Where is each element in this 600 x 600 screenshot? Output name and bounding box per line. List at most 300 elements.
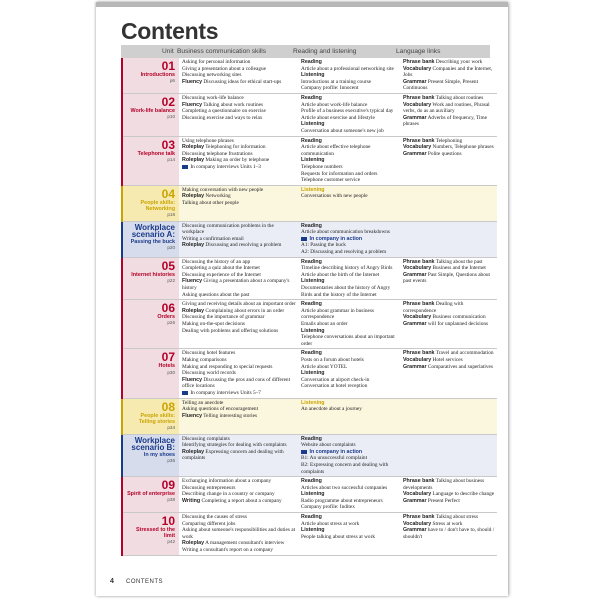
text: Company profile: Inditex [301, 504, 355, 511]
col2-line [301, 514, 398, 521]
keyword: Vocabulary [403, 520, 432, 527]
col1-line [182, 364, 296, 371]
keyword: Reading [301, 59, 322, 65]
text: Article about communication breakdowns [301, 229, 390, 236]
col2-line [301, 478, 398, 485]
keyword: Listening [301, 399, 325, 406]
keyword: Vocabulary [403, 101, 432, 108]
text: Article about effective telephone communication [301, 144, 371, 157]
text: Completing a questionnaire on exercise [182, 108, 266, 115]
col3-line [403, 59, 495, 66]
keyword: Grammar [403, 150, 427, 157]
keyword: Roleplay [182, 242, 205, 249]
unit-name: In my shoes [143, 452, 175, 459]
col1-line [182, 115, 296, 122]
col1-line [182, 314, 296, 321]
col2-line [301, 534, 398, 541]
col1-line [182, 498, 296, 505]
col2-cell [298, 93, 400, 136]
book-page [96, 2, 508, 596]
keyword: Roleplay [182, 540, 205, 547]
col1-line [182, 157, 296, 164]
text: Describing your work [434, 59, 483, 65]
col3-cell [400, 349, 497, 398]
text: Using telephone phrases [182, 137, 234, 144]
text: Making comparisons [182, 356, 227, 363]
col1-line [182, 527, 296, 540]
text: Present Perfect [426, 497, 460, 504]
keyword: Phrase bank [403, 94, 435, 101]
text: An anecdote about a journey [301, 406, 362, 413]
col2-line [301, 171, 398, 178]
col3-cell [400, 185, 497, 221]
keyword: Listening [301, 72, 325, 79]
text: Polite questions [426, 150, 462, 157]
table-row [122, 398, 497, 434]
unit-cell [122, 58, 179, 93]
col3-line [403, 527, 495, 540]
text: Business communication [431, 314, 486, 321]
keyword: Phrase bank [403, 301, 435, 308]
col1-line [182, 108, 296, 115]
col1-line [182, 95, 296, 102]
col3-cell [400, 136, 497, 185]
col2-cell [298, 513, 400, 556]
text: Business and the Internet [431, 265, 486, 272]
text: Stress at work [431, 520, 463, 527]
text: Networking [204, 193, 231, 200]
col3-line [403, 265, 495, 272]
keyword: Roleplay [182, 144, 205, 151]
unit-page: p14 [167, 156, 175, 162]
text: Article about stress at work [301, 520, 360, 527]
text: Telephoning for information [204, 144, 266, 151]
col1-line [182, 514, 296, 521]
text: Talking about work routines [202, 101, 264, 108]
text: Article about a professional networking site [301, 65, 394, 72]
unit-name: Hotels [158, 363, 175, 370]
text: Telephone customer service [301, 177, 361, 184]
text: Requests for information and orders [301, 170, 378, 177]
text: A1: Passing the buck [301, 242, 346, 249]
text: Dealing with problems and offering solutions [182, 327, 279, 334]
col2-line [301, 265, 398, 272]
unit-page: p36 [167, 458, 175, 464]
col3-line [403, 478, 495, 491]
keyword: Grammar [403, 497, 427, 504]
text: Comparatives and superlatives [426, 363, 493, 370]
text: Discussing work-life balance [182, 94, 244, 101]
col1-cell [179, 513, 298, 556]
col2-cell [298, 58, 400, 93]
col1-line [182, 413, 296, 420]
col1-line [182, 187, 296, 194]
col2-line [301, 115, 398, 122]
table-row [122, 185, 497, 221]
col1-cell [179, 185, 298, 221]
video-icon [182, 165, 188, 169]
text: Writing a consultant's report on a company [182, 547, 274, 554]
text: Discussing the pros and cons of different office locations [182, 376, 291, 390]
text: Discussing networking sites [182, 72, 242, 79]
text: Giving a presentation about a company's history [182, 278, 290, 292]
text: Posts on a forum about hotels [301, 356, 364, 363]
footer-label: CONTENTS [126, 579, 163, 585]
col3-cell [400, 58, 497, 93]
col2-line [301, 285, 398, 298]
col2-line [301, 406, 398, 413]
unit-page: p38 [167, 497, 175, 503]
text: Telling an anecdote [182, 399, 224, 406]
col2-cell [298, 349, 400, 398]
unit-name: Passing the buck [130, 239, 175, 246]
text: Completing a quiz about the Internet [182, 265, 260, 272]
col2-line [301, 66, 398, 73]
text: Discussing exercise and ways to relax [182, 114, 263, 121]
keyword: Reading [301, 94, 322, 101]
text: Telephoning [434, 137, 463, 144]
keyword: Phrase bank [403, 59, 435, 65]
col2-line [301, 128, 398, 135]
col2-line [301, 121, 398, 128]
unit-name: People skills: Networking [140, 199, 175, 212]
keyword: Vocabulary [403, 144, 432, 151]
col2-line [301, 334, 398, 347]
text: Conversations with new people [301, 193, 368, 200]
text: Describing change in a country or company [182, 491, 275, 498]
unit-cell [122, 398, 179, 434]
col1-line [182, 265, 296, 272]
keyword: Listening [301, 186, 325, 193]
col1-line [182, 350, 296, 357]
col1-line [182, 406, 296, 413]
unit-page: p20 [167, 245, 175, 251]
keyword: Reading [301, 435, 322, 442]
col1-line [182, 278, 296, 291]
text: Asking questions about the past [182, 291, 250, 298]
col1-line [182, 79, 296, 86]
col1-line [182, 521, 296, 528]
col1-line [182, 72, 296, 79]
col1-line [182, 449, 296, 462]
text: Dealing with correspondence [403, 301, 464, 314]
col3-line [403, 321, 495, 328]
col2-line [301, 308, 398, 321]
unit-page: p18 [167, 212, 175, 218]
video-icon [301, 237, 307, 241]
unit-cell [122, 221, 179, 257]
text: Discussing world records [182, 370, 236, 377]
text: Telling interesting stories [202, 412, 258, 419]
col3-line [403, 491, 495, 498]
keyword: Phrase bank [403, 350, 435, 357]
col2-line [301, 370, 398, 377]
keyword: Listening [301, 278, 325, 285]
col3-line [403, 259, 495, 266]
col1-cell [179, 58, 298, 93]
text: Conversation about someone's new job [301, 127, 384, 134]
col2-line [301, 59, 398, 66]
keyword: Grammar [403, 78, 427, 85]
col3-line [403, 514, 495, 521]
keyword: Vocabulary [403, 65, 432, 72]
unit-name: Work-life balance [130, 107, 175, 114]
col1-line [182, 491, 296, 498]
col1-line [182, 242, 296, 249]
unit-name: People skills: Telling stories [138, 412, 175, 425]
col1-cell [179, 93, 298, 136]
unit-page: p6 [169, 78, 175, 84]
col2-line [301, 521, 398, 528]
col3-line [403, 144, 495, 151]
keyword: Vocabulary [403, 265, 432, 272]
col1-line [182, 377, 296, 390]
text: Article about exercise and lifestyle [301, 114, 375, 121]
unit-name: Internet histories [131, 271, 175, 278]
col1-line [182, 66, 296, 73]
text: Adverbs of frequency, Time phrases [403, 114, 487, 128]
keyword: Reading [301, 137, 322, 144]
keyword: Roleplay [182, 193, 205, 200]
col1-line [182, 193, 296, 200]
col2-line [301, 321, 398, 328]
keyword: Reading [301, 478, 322, 485]
text: Asking about someone's responsibilities and duties at work [182, 527, 296, 540]
text: Giving and receiving details about an important order [182, 301, 296, 308]
text: Talking about business developments [403, 478, 485, 491]
keyword: Vocabulary [403, 356, 432, 363]
unit-name: Stressed to the limit [136, 527, 175, 540]
col2-line [301, 436, 398, 443]
table-row [122, 477, 497, 513]
text: Discussing experience of the Internet [182, 271, 261, 278]
text: Writing a confirmation email [182, 235, 244, 242]
col3-line [403, 95, 495, 102]
text: Discussing hotel features [182, 350, 236, 357]
col3-cell [400, 300, 497, 349]
col1-line [182, 259, 296, 266]
table-row [122, 221, 497, 257]
header-col1: Business communication skills [177, 48, 267, 55]
unit-cell [122, 477, 179, 513]
keyword: Fluency [182, 78, 203, 85]
text: Making and responding to special requests [182, 363, 273, 370]
page-title: Contents [121, 18, 219, 44]
col2-line [301, 357, 398, 364]
unit-page: p34 [167, 424, 175, 430]
col1-cell [179, 300, 298, 349]
text: Giving a presentation about a colleague [182, 65, 266, 72]
unit-cell [122, 434, 179, 477]
text: Identifying strategies for dealing with complaints [182, 442, 287, 449]
col2-line [301, 177, 398, 184]
col1-line [182, 328, 296, 335]
text: Telephone conversations about an important order [301, 334, 395, 347]
keyword: Roleplay [182, 448, 205, 455]
text: Profile of a business executive's typical day [301, 108, 394, 115]
col2-line [301, 249, 398, 256]
col3-line [403, 102, 495, 115]
col2-line [301, 491, 398, 498]
col3-line [403, 79, 495, 92]
text: Conversation at hotel reception [301, 383, 368, 390]
keyword: Listening [301, 157, 325, 164]
text: have to / don't have to, should / shouldn't [403, 527, 495, 540]
col2-line [301, 504, 398, 511]
table-row [122, 434, 497, 477]
keyword: Grammar [403, 321, 427, 327]
unit-cell [122, 513, 179, 556]
text: In company interviews Units 5–7 [189, 389, 261, 396]
col3-line [403, 151, 495, 158]
unit-page: p10 [167, 114, 175, 120]
col1-line [182, 223, 296, 236]
col3-line [403, 521, 495, 528]
col2-line [301, 242, 398, 249]
unit-cell [122, 185, 179, 221]
unit-name: Introductions [140, 72, 175, 78]
header-col2: Reading and listening [293, 48, 357, 55]
text: Expressing concern and dealing with complaints [182, 448, 284, 462]
text: People talking about stress at work [301, 533, 375, 540]
text: Website about complaints [301, 442, 356, 449]
unit-number: 02 [161, 94, 175, 109]
col2-line [301, 350, 398, 357]
col1-line [182, 370, 296, 377]
text: Discussing the causes of stress [182, 514, 248, 521]
col1-line [182, 292, 296, 299]
text: Discussing ideas for ethical start-ups [202, 78, 282, 85]
col1-line [182, 390, 296, 397]
col2-line [301, 301, 398, 308]
header-unit: Unit [162, 48, 174, 55]
text: Numbers, Telephone phrases [431, 144, 494, 151]
col1-line [182, 236, 296, 243]
col2-cell [298, 136, 400, 185]
text: Article about work-life balance [301, 101, 368, 108]
col2-cell [298, 398, 400, 434]
col2-line [301, 383, 398, 390]
col2-line [301, 229, 398, 236]
col2-line [301, 157, 398, 164]
keyword: Fluency [182, 101, 203, 108]
text: Discussing communication problems in the workplace [182, 222, 274, 236]
unit-page: p42 [167, 539, 175, 545]
col1-line [182, 102, 296, 109]
unit-number: 06 [161, 301, 175, 316]
video-icon [301, 450, 307, 454]
text: B2: Expressing concern and dealing with complaints [301, 461, 389, 475]
col1-line [182, 164, 296, 171]
col2-line [301, 328, 398, 335]
col3-line [403, 272, 495, 285]
col3-line [403, 138, 495, 145]
col3-cell [400, 513, 497, 556]
text: Article about grammar in business correspondence [301, 307, 374, 321]
col2-line [301, 193, 398, 200]
col2-line [301, 85, 398, 92]
col3-cell [400, 477, 497, 513]
col2-line [301, 223, 398, 230]
text: Talking about the past [434, 258, 483, 265]
col2-cell [298, 185, 400, 221]
text: Timeline describing history of Angry Birds [301, 265, 393, 272]
col2-line [301, 364, 398, 371]
unit-number: 09 [161, 478, 175, 493]
text: Making on-the-spot decisions [182, 321, 245, 327]
text: Discussing complaints [182, 435, 230, 442]
text: Talking about other people [182, 199, 239, 206]
text: Talking about routines [434, 94, 484, 101]
col2-line [301, 144, 398, 157]
text: Discussing the importance of grammar [182, 314, 265, 321]
keyword: Roleplay [182, 307, 205, 314]
unit-number: 10 [161, 514, 175, 529]
col3-line [403, 357, 495, 364]
col2-cell [298, 221, 400, 257]
text: A management consultant's interview [204, 540, 285, 547]
text: Articles about two successful companies [301, 484, 388, 491]
col1-cell [179, 477, 298, 513]
keyword: Reading [301, 258, 322, 265]
text: Discussing the history of an app [182, 258, 251, 265]
unit-page: p30 [167, 369, 175, 375]
keyword: In company in action [308, 235, 363, 242]
text: B1: An unsuccessful complaint [301, 455, 368, 462]
text: Telephone numbers [301, 163, 343, 170]
unit-scenario: Workplace scenario A: [131, 222, 175, 240]
col2-cell [298, 434, 400, 477]
col2-line [301, 400, 398, 407]
keyword: Roleplay [182, 157, 205, 164]
col2-line [301, 272, 398, 279]
keyword: Phrase bank [403, 478, 435, 485]
col1-line [182, 540, 296, 547]
unit-page: p26 [167, 320, 175, 326]
col2-line [301, 462, 398, 475]
text: Talking about stress [434, 514, 479, 521]
col2-line [301, 527, 398, 534]
unit-number: 04 [161, 186, 175, 201]
keyword: Phrase bank [403, 514, 435, 521]
text: Asking questions of encouragement [182, 406, 259, 413]
text: will for unplanned decisions [426, 321, 489, 327]
col2-line [301, 485, 398, 492]
table-row [122, 300, 497, 349]
keyword: Listening [301, 491, 325, 498]
col1-line [182, 547, 296, 554]
text: Asking for personal information [182, 59, 251, 65]
col3-line [403, 66, 495, 79]
header-col3: Language links [396, 48, 441, 55]
unit-name: Spirit of enterprise [127, 491, 175, 498]
text: Emails about an order [301, 321, 348, 327]
keyword: Grammar [403, 271, 427, 278]
col2-line [301, 108, 398, 115]
table-header [121, 45, 490, 58]
text: A2: Discussing and resolving a problem [301, 249, 387, 256]
keyword: Listening [301, 527, 325, 534]
col1-line [182, 478, 296, 485]
keyword: Fluency [182, 412, 203, 419]
text: Travel and accommodation [434, 350, 494, 357]
col1-cell [179, 257, 298, 300]
col1-line [182, 272, 296, 279]
unit-scenario: Workplace scenario B: [131, 435, 175, 453]
col3-cell [400, 93, 497, 136]
col3-cell [400, 434, 497, 477]
col1-line [182, 301, 296, 308]
